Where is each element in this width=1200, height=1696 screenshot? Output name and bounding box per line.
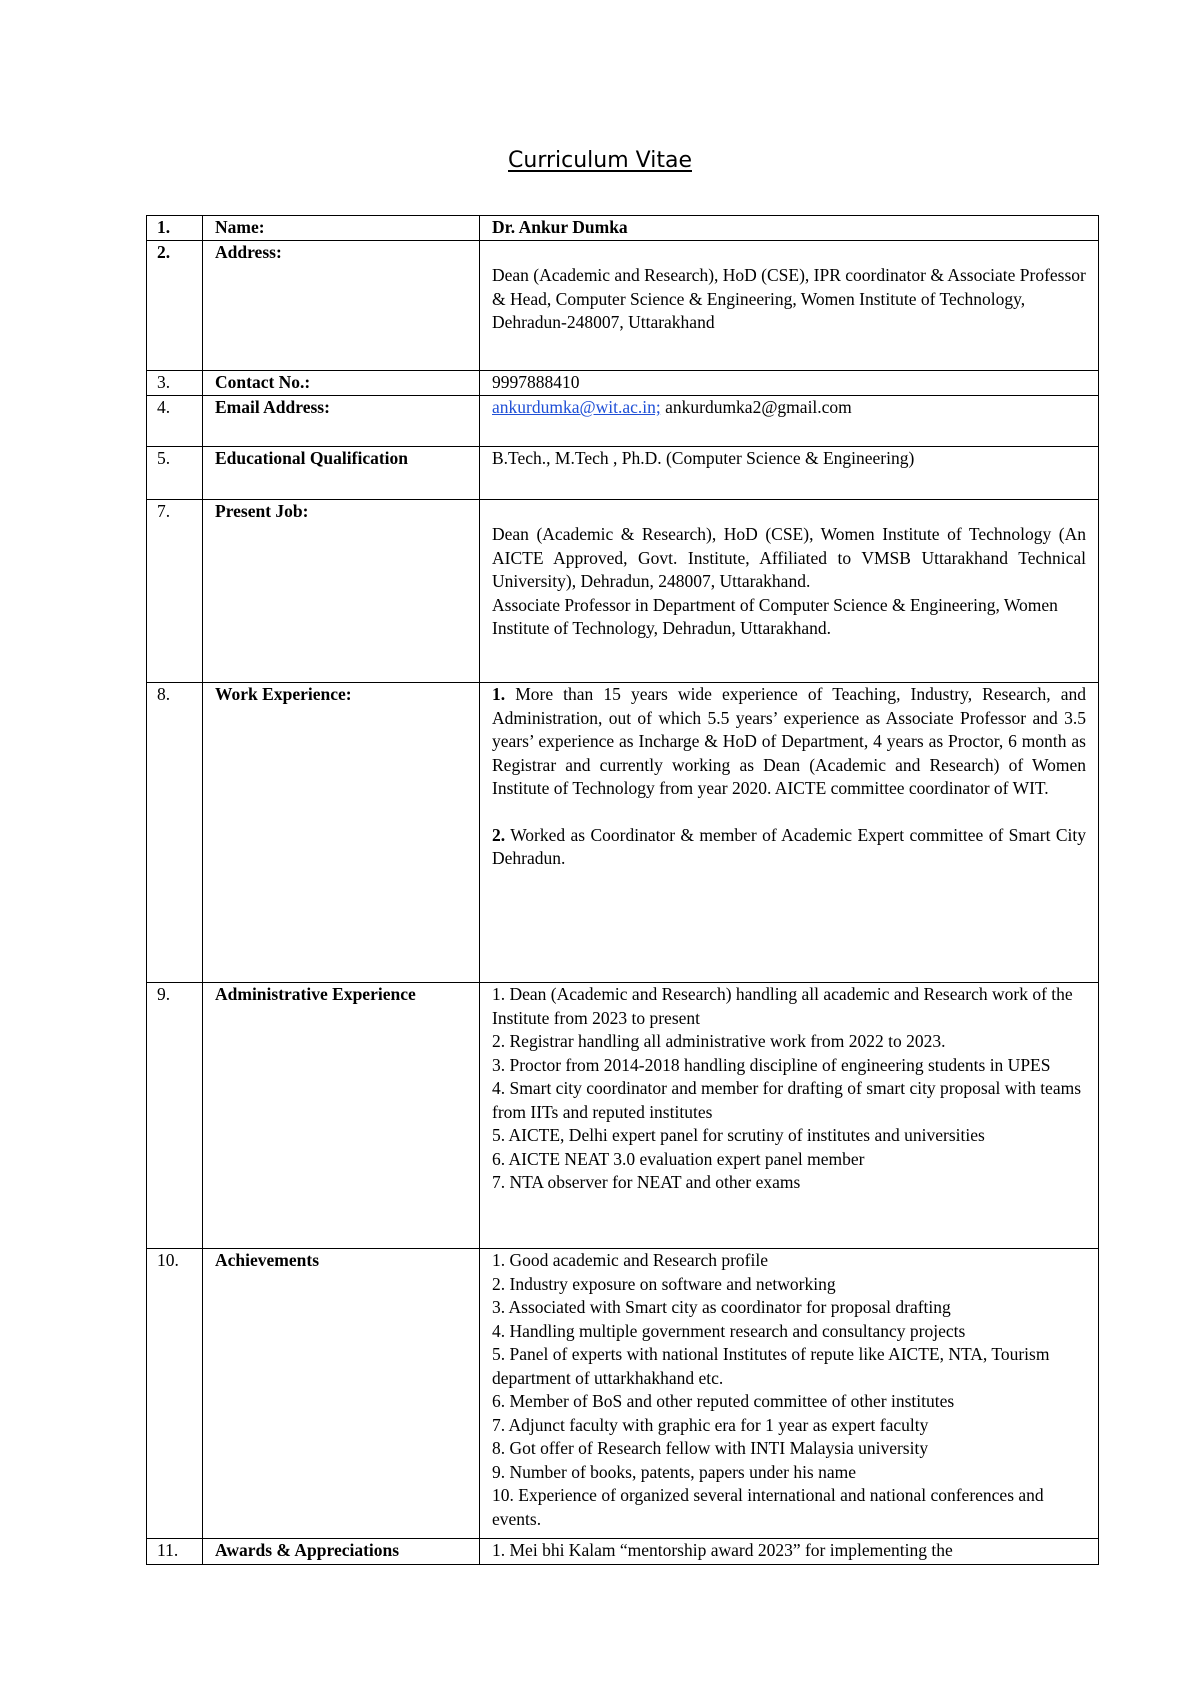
awards-value: 1. Mei bhi Kalam “mentorship award 2023” for implementing the xyxy=(480,1539,1099,1565)
name-value: Dr. Ankur Dumka xyxy=(480,216,1099,241)
admin-cell xyxy=(480,983,1099,1249)
list-item: 5. Panel of experts with national Institutes of repute like AICTE, NTA, Tourism department of uttarkhakhand etc. xyxy=(492,1344,1050,1388)
row-label: Present Job: xyxy=(203,500,480,683)
row-number: 9. xyxy=(147,983,203,1249)
row-awards xyxy=(147,1539,1099,1565)
address-value: Dean (Academic and Research), HoD (CSE), IPR coordinator & Associate Professor & Head, Computer Science & Engineering, Women Institute of Technology, Dehradun-248007, Uttarakhand xyxy=(492,265,1086,332)
work-p2-number: 2. xyxy=(492,824,506,845)
work-paragraph-1 xyxy=(492,683,1086,801)
work-paragraph-2 xyxy=(492,824,1086,871)
education-value: B.Tech., M.Tech , Ph.D. (Computer Science & Engineering) xyxy=(480,447,1099,500)
row-number: 8. xyxy=(147,683,203,983)
list-item: 4. Handling multiple government research and consultancy projects xyxy=(492,1320,966,1341)
row-achievements xyxy=(147,1249,1099,1539)
row-education xyxy=(147,447,1099,500)
contact-value: 9997888410 xyxy=(480,371,1099,396)
row-number: 4. xyxy=(147,396,203,447)
email-secondary: ankurdumka2@gmail.com xyxy=(660,397,852,417)
list-item: 1. Good academic and Research profile xyxy=(492,1250,768,1270)
job-paragraph-2: Associate Professor in Department of Computer Science & Engineering, Women Institute of Technology, Dehradun, Uttarakhand. xyxy=(492,594,1058,638)
job-cell xyxy=(480,500,1099,683)
work-p1-number: 1. xyxy=(492,684,506,704)
list-item: 10. Experience of organized several international and national conferences and events. xyxy=(492,1485,1044,1529)
row-work-experience xyxy=(147,683,1099,983)
row-number: 7. xyxy=(147,500,203,683)
list-item: 7. Adjunct faculty with graphic era for 1 year as expert faculty xyxy=(492,1414,929,1435)
list-item: 3. Proctor from 2014-2018 handling discipline of engineering students in UPES xyxy=(492,1054,1051,1075)
email-cell xyxy=(480,396,1099,447)
work-cell xyxy=(480,683,1099,983)
work-p1-text: More than 15 years wide experience of Teaching, Industry, Research, and Administration, out of which 5.5 years’ experience as Associate Professor and 3.5 years’ experience as Incharge & HoD of Department, 4 years as Proctor, 6 month as Registrar and currently working as Dean (Academic and Research) of Women Institute of Technology from year 2020. AICTE committee coordinator of WIT. xyxy=(492,684,1086,798)
row-administrative-experience xyxy=(147,983,1099,1249)
cv-table xyxy=(146,215,1099,1565)
row-label: Work Experience: xyxy=(203,683,480,983)
work-p2-text: Worked as Coordinator & member of Academic Expert committee of Smart City Dehradun. xyxy=(492,824,1086,868)
list-item: 6. Member of BoS and other reputed committee of other institutes xyxy=(492,1391,955,1411)
row-label: Awards & Appreciations xyxy=(203,1539,480,1565)
achievements-cell xyxy=(480,1249,1099,1539)
row-label: Contact No.: xyxy=(203,371,480,396)
row-number: 3. xyxy=(147,371,203,396)
row-label: Email Address: xyxy=(203,396,480,447)
row-number: 2. xyxy=(147,241,203,371)
row-label: Address: xyxy=(203,241,480,371)
list-item: 3. Associated with Smart city as coordinator for proposal drafting xyxy=(492,1297,951,1317)
row-number: 1. xyxy=(147,216,203,241)
page-title xyxy=(0,148,1200,173)
row-address xyxy=(147,241,1099,371)
list-item: 8. Got offer of Research fellow with INTI Malaysia university xyxy=(492,1438,929,1458)
row-label: Name: xyxy=(203,216,480,241)
list-item: 5. AICTE, Delhi expert panel for scrutiny of institutes and universities xyxy=(492,1125,985,1145)
list-item: 4. Smart city coordinator and member for drafting of smart city proposal with teams from IITs and reputed institutes xyxy=(492,1078,1082,1122)
list-item: 2. Industry exposure on software and networking xyxy=(492,1273,836,1294)
list-item: 6. AICTE NEAT 3.0 evaluation expert panel member xyxy=(492,1148,865,1169)
address-cell xyxy=(480,241,1099,371)
row-email xyxy=(147,396,1099,447)
list-item: 2. Registrar handling all administrative work from 2022 to 2023. xyxy=(492,1031,946,1051)
email-link[interactable]: ankurdumka@wit.ac.in; xyxy=(492,397,661,417)
row-present-job xyxy=(147,500,1099,683)
title-text: Curriculum Vitae xyxy=(508,148,692,173)
row-name xyxy=(147,216,1099,241)
row-label: Administrative Experience xyxy=(203,983,480,1249)
row-number: 11. xyxy=(147,1539,203,1565)
list-item: 7. NTA observer for NEAT and other exams xyxy=(492,1172,801,1192)
row-label: Achievements xyxy=(203,1249,480,1539)
row-contact xyxy=(147,371,1099,396)
row-number: 5. xyxy=(147,447,203,500)
list-item: 1. Dean (Academic and Research) handling all academic and Research work of the Institute from 2023 to present xyxy=(492,984,1073,1028)
row-label: Educational Qualification xyxy=(203,447,480,500)
row-number: 10. xyxy=(147,1249,203,1539)
job-paragraph-1: Dean (Academic & Research), HoD (CSE), Women Institute of Technology (An AICTE Approved, Govt. Institute, Affiliated to VMSB Uttarakhand Technical University), Dehradun, 248007, Uttarakhand. xyxy=(492,524,1086,591)
list-item: 9. Number of books, patents, papers under his name xyxy=(492,1461,857,1482)
